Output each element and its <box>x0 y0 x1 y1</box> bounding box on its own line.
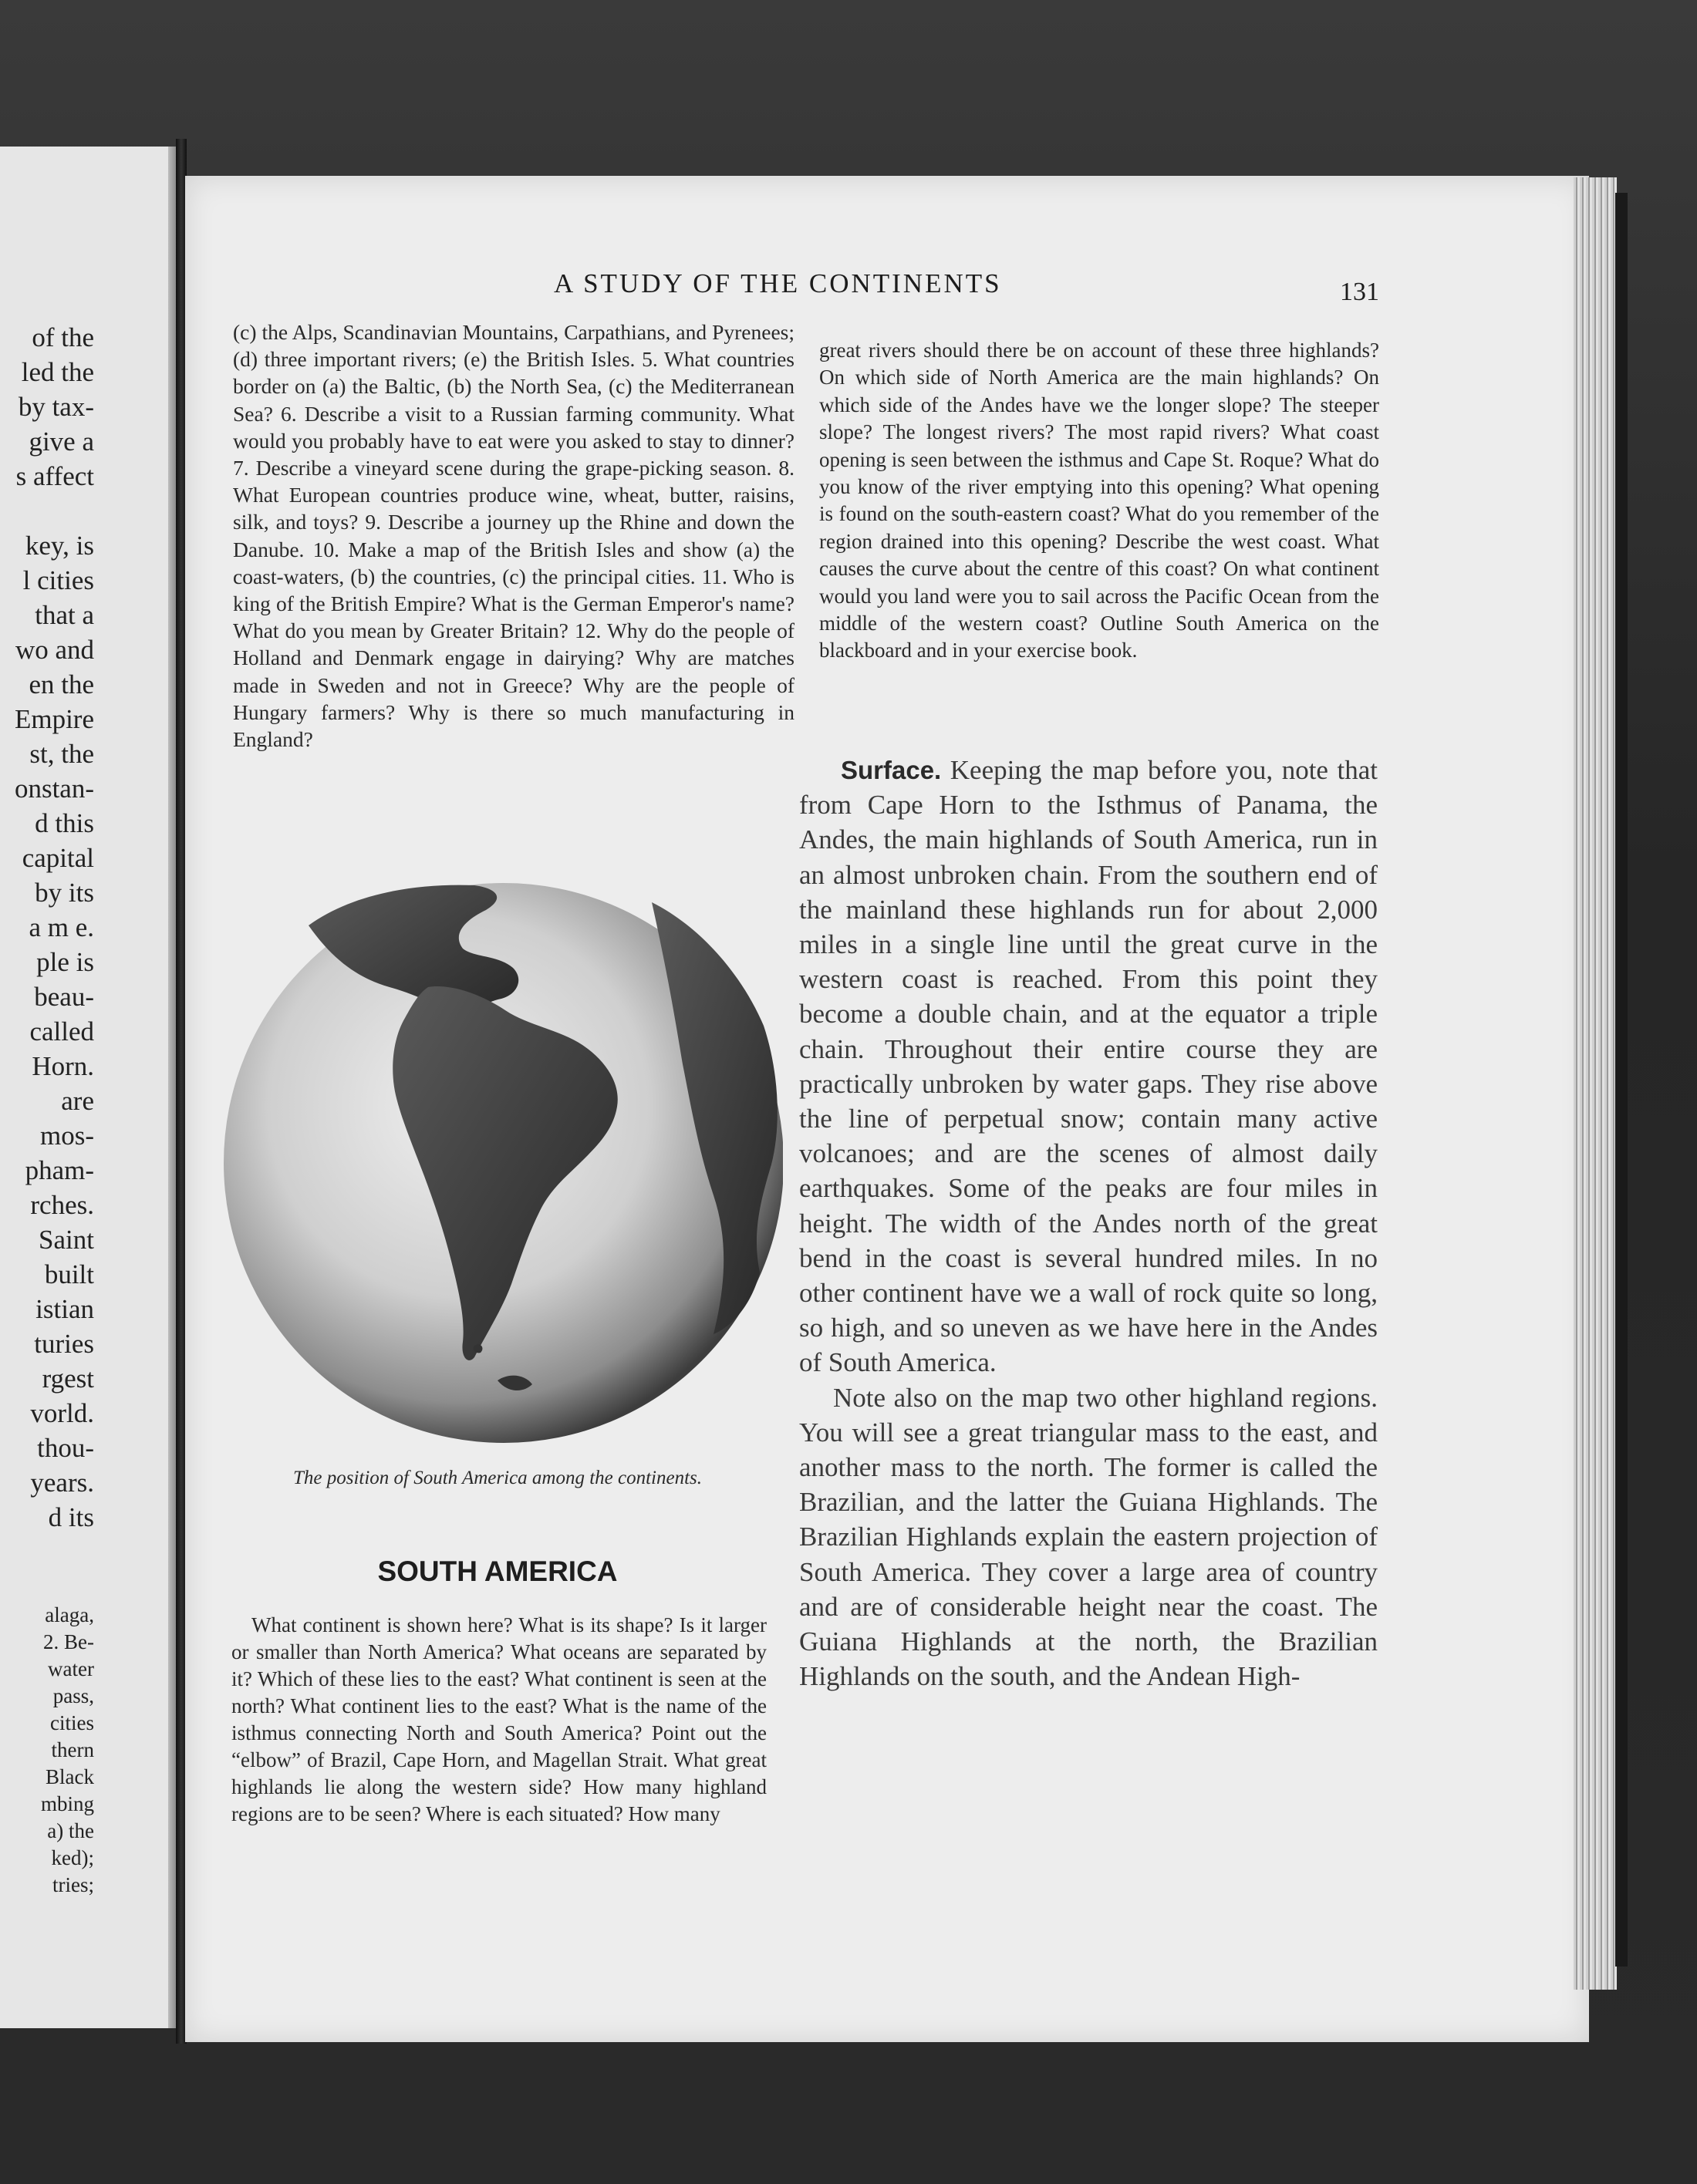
previous-page-line: called <box>29 1016 94 1046</box>
previous-page-line: d this <box>35 808 94 838</box>
questions-text: What continent is shown here? What is its shape? Is it larger or smaller than North America? What oceans are separated by it? Which of these lies to the east? What continent is seen at the north? What continent lies to the east? What is the name of the isthmus connecting North and South America? Point out the “elbow” of Brazil, Cape Horn, and Magellan Strait. What great highlands lie along the western side? How many highland regions are to be seen? Where is each situated? How many <box>231 1613 767 1825</box>
previous-page-small-line: a) the <box>47 1819 94 1842</box>
previous-page-line: en the <box>29 669 94 699</box>
previous-page-small-line: water <box>48 1657 94 1680</box>
previous-page-line: by its <box>35 878 94 908</box>
page-number: 131 <box>1340 278 1379 306</box>
previous-page-line: give a <box>29 426 94 457</box>
exercise-text: (c) the Alps, Scandinavian Mountains, Carpathians, and Pyrenees; (d) three important rivers; (e) the British Isles. 5. What countries border on (a) the Baltic, (b) the North Sea, (c) the Mediterranean Sea? 6. Describe a visit to a Russian farming community. What would you probably have to eat were you asked to stay to dinner? 7. Describe a vineyard scene during the grape-picking season. 8. What European countries produce wine, wheat, butter, raisins, silk, and toys? 9. Describe a journey up the Rhine and down the Danube. 10. Make a map of the British Isles and show (a) the coast-waters, (b) the countries, (c) the principal cities. 11. Who is king of the British Empire? What is the German Emperor's name? What do you mean by Greater Britain? 12. Why do the people of Holland and Denmark engage in dairying? Why are matches made in Sweden and not in Greece? Why are the people of Hungary farmers? Why is there so much manufacturing in England? <box>233 320 795 752</box>
previous-page-small-line: thern <box>51 1738 94 1761</box>
previous-page-line: wo and <box>15 635 94 665</box>
right-column-questions <box>819 337 1379 665</box>
section-title: SOUTH AMERICA <box>377 1555 618 1587</box>
previous-page-small-line: tries; <box>52 1873 94 1896</box>
surface-paragraph-2: Note also on the map two other highland regions. You will see a great triangular mass to the east, and another mass to the north. The former is called the Brazilian, and the latter the Guiana Highlands. The Brazilian Highlands explain the eastern projection of South America. They cover a large area of country and are of considerable height near the coast. The Guiana Highlands at the north, the Brazilian Highlands on the south, and the Andean High- <box>799 1382 1378 1692</box>
previous-page-small-line: alaga, <box>45 1603 94 1626</box>
previous-page-line: rches. <box>30 1190 94 1220</box>
previous-page-line: onstan- <box>14 774 94 804</box>
surface-paragraph-1-text: Keeping the map before you, note that from Cape Horn to the Isthmus of Panama, the Andes, the main highlands of South America, run in an almost unbroken chain. From the southern end of the mainland these highlands run for about 2,000 miles in a single line until the great curve in the western coast is reached. From this point they become a double chain, and at the equator a triple chain. Throughout their entire course they are practically unbroken by water gaps. They rise above the line of perpetual snow; contain many active volcanoes; and are the scenes of almost daily earthquakes. Some of the peaks are four miles in height. The width of the Andes north of the great bend in the coast is several hundred miles. In no other continent have we a wall of rock quite so long, so high, and so uneven as we have here in the Andes of South America. <box>799 755 1378 1378</box>
surface-paragraph-1 <box>799 753 1378 1380</box>
previous-page-small-line: Black <box>46 1765 94 1788</box>
previous-page-line: Empire <box>14 704 94 734</box>
previous-page-small-line: cities <box>50 1711 94 1734</box>
previous-page-line: st, the <box>29 739 94 769</box>
previous-page-line: rgest <box>42 1363 94 1394</box>
globe-figure <box>220 871 783 1446</box>
surface-heading: Surface. <box>841 756 942 784</box>
previous-page-line: s affect <box>15 461 94 491</box>
previous-page-line: beau- <box>34 982 94 1012</box>
previous-page-small-line: 2. Be- <box>43 1630 94 1653</box>
previous-page-line: that a <box>35 600 94 630</box>
previous-page-line: a m e. <box>29 912 94 942</box>
previous-page-line: l cities <box>22 565 94 595</box>
previous-page-line: capital <box>22 843 94 873</box>
previous-page-line: led the <box>21 357 94 387</box>
previous-page-line: turies <box>34 1329 94 1359</box>
section-questions <box>231 1612 767 1828</box>
previous-page-line: are <box>61 1086 94 1116</box>
previous-page-line: pham- <box>25 1155 94 1185</box>
previous-page-line: ple is <box>36 947 94 977</box>
previous-page-line: mos- <box>40 1121 94 1151</box>
previous-page-line: Horn. <box>32 1051 94 1081</box>
previous-page-small-line: ked); <box>51 1846 94 1869</box>
previous-page-line: by tax- <box>18 392 94 422</box>
previous-page-edge <box>0 147 179 2028</box>
previous-page-line: of the <box>32 322 94 352</box>
left-column-questions <box>233 318 795 753</box>
previous-page-small-line: mbing <box>40 1792 94 1815</box>
south-america-globe-image <box>220 871 783 1446</box>
previous-page-line: thou- <box>37 1433 94 1463</box>
figure-caption: The position of South America among the continents. <box>292 1468 703 1488</box>
previous-page-line: built <box>44 1259 94 1289</box>
previous-page-line: years. <box>30 1468 94 1498</box>
previous-page-line: key, is <box>25 531 94 561</box>
previous-page-line: vorld. <box>30 1398 94 1428</box>
previous-page-line: istian <box>35 1294 94 1324</box>
questions-continued-text: great rivers should there be on account of these three highlands? On which side of North America are the main highlands? On which side of the Andes have we the longer slope? The steeper slope? The longest rivers? The most rapid rivers? What coast opening is seen between the isthmus and Cape St. Roque? What do you know of the river emptying into this opening? What opening is found on the south-eastern coast? What do you remember of the region drained into this opening? Describe the west coast. What causes the curve about the centre of this coast? On what continent would you land were you to sail across the Pacific Ocean from the middle of the western coast? Outline South America on the blackboard and in your exercise book. <box>819 339 1379 662</box>
running-header: A STUDY OF THE CONTINENTS <box>554 268 1002 298</box>
page-stack-edge <box>1574 177 1617 1990</box>
surface-section <box>799 753 1378 1694</box>
previous-page-small-line: pass, <box>52 1684 94 1707</box>
book-cover-edge <box>1615 193 1628 1967</box>
previous-page-line: Saint <box>39 1225 94 1255</box>
previous-page-line: d its <box>48 1502 94 1532</box>
